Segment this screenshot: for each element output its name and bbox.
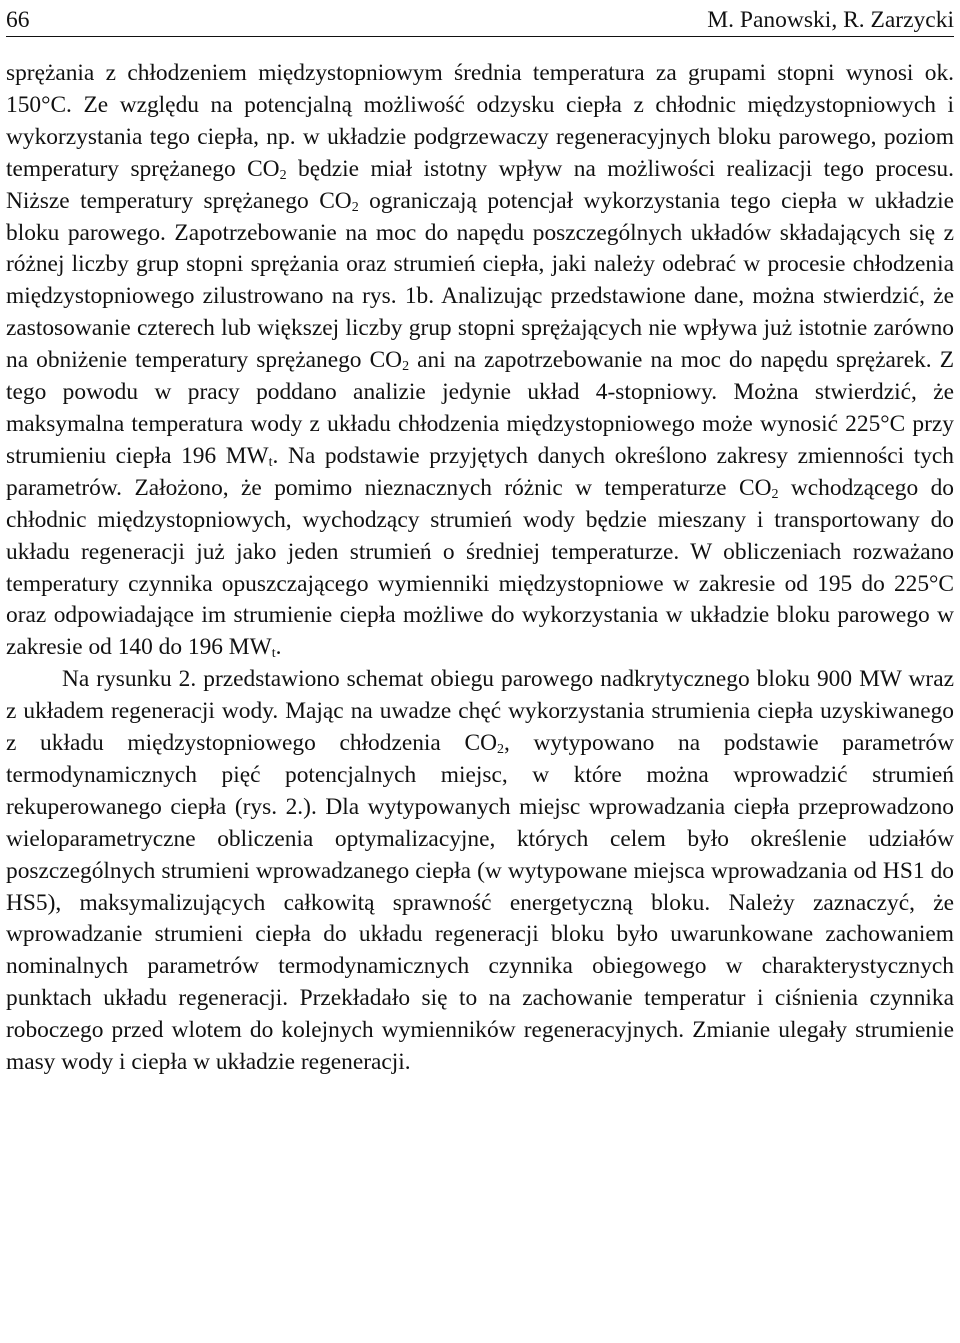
paragraph-text: , wytypowano na podstawie parametrów termodynamicznych pięć potencjalnych miejsc, w które można wprowadzić strumień rekuperowanego ciepła (rys. 2.). Dla wytypowanych miejsc wprowadzania ciepła przeprowadzono wieloparametryczne obliczenia optymalizacyjne, których celem było określenie udziałów poszczególnych strumieni wprowadzanego ciepła (w wytypowane miejsca wprowadzania od HS1 do HS5), maksymalizujących całkowitą sprawność energetyczną bloku. Należy zaznaczyć, że wprowadzanie strumieni ciepła do układu regeneracji bloku było uwarunkowane zachowaniem nominalnych parametrów termodynamicznych czynnika obiegowego w charakterystycznych punktach układu regeneracji. Przekładało się to na zachowanie temperatur i ciśnienia czynnika roboczego przed wlotem do kolejnych wymienników regeneracyjnych. Zmianie ulegały strumienie masy wody i ciepła w układzie regeneracji.: [6, 730, 954, 1076]
subscript: 2: [402, 359, 410, 375]
subscript: t: [268, 454, 273, 470]
paragraph-text: .: [275, 634, 282, 661]
paragraph-text: sprężania z chłodzeniem międzystopniowym średnia temperatura za grupami stopni wynosi ok. 150°C. Ze względu na potencjalną możliwość odzysku ciepła z chłodnic międzystopniowych i wykorzystania tego ciepła, np. w układzie podgrzewaczy regeneracyjnych bloku parowego, poziom temperatury sprężanego CO: [6, 60, 954, 182]
body-text: [6, 58, 954, 1079]
page-number: 66: [6, 7, 30, 33]
document-page: [6, 0, 954, 1076]
paragraph-text: będzie miał istotny wpływ na możliwości realizacji tego procesu. Niższe temperatury sprężanego CO: [6, 155, 954, 214]
paragraph-text: wchodzącego do chłodnic międzystopniowych, wychodzący strumień wody będzie mieszany i transportowany do układu regeneracji już jako jeden strumień o średniej temperaturze. W obliczeniach rozważano temperatury czynnika opuszczającego wymienniki międzystopniowe w zakresie od 195 do 225°C oraz odpowiadające im strumienie ciepła możliwe do wykorzystania w układzie bloku parowego w zakresie od 140 do 196 MW: [6, 474, 954, 661]
subscript: 2: [351, 199, 359, 215]
paragraph-text: Na rysunku 2. przedstawiono schemat obiegu parowego nadkrytycznego bloku 900 MW wraz z układem regeneracji wody. Mając na uwadze chęć wykorzystania strumienia ciepła uzyskiwanego z układu międzystopniowego chłodzenia CO: [6, 666, 954, 757]
paragraph-1: [6, 58, 954, 664]
running-title: M. Panowski, R. Zarzycki: [707, 7, 954, 33]
header-rule: [6, 36, 954, 37]
subscript: t: [271, 646, 276, 662]
paragraph-text: ani na zapotrzebowanie na moc do napędu sprężarek. Z tego powodu w pracy poddano analizie jedynie układ 4-stopniowy. Można stwierdzić, że maksymalna temperatura wody z układu chłodzenia międzystopniowego może wynosić 225°C przy strumieniu ciepła 196 MW: [6, 347, 954, 469]
subscript: 2: [496, 742, 504, 758]
subscript: 2: [771, 486, 779, 502]
paragraph-2: [6, 664, 954, 1079]
paragraph-text: . Na podstawie przyjętych danych określono zakresy zmienności tych parametrów. Założono, że pomimo nieznacznych różnic w temperaturze CO: [6, 442, 954, 501]
page-header: [6, 0, 954, 40]
paragraph-text: ograniczają potencjał wykorzystania tego ciepła w układzie bloku parowego. Zapotrzebowanie na moc do napędu poszczególnych układów składających się z różnej liczby grup stopni sprężania oraz strumień ciepła, jaki należy odebrać w procesie chłodzenia międzystopniowego zilustrowano na rys. 1b. Analizując przedstawione dane, można stwierdzić, że zastosowanie czterech lub większej liczby grup stopni sprężających nie wpływa już istotnie zarówno na obniżenie temperatury sprężanego CO: [6, 187, 954, 374]
subscript: 2: [279, 167, 287, 183]
